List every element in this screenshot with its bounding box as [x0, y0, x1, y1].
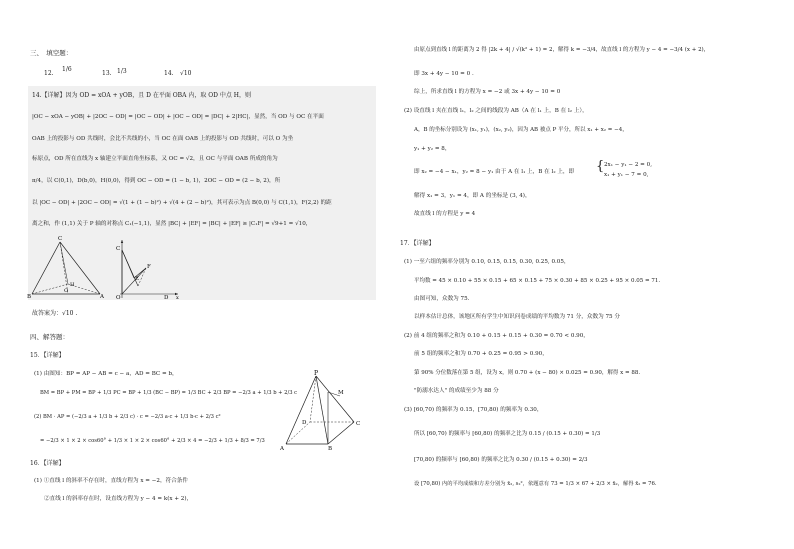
axis-label-f: F [147, 264, 151, 270]
q16-right-line-1: 由原点到直线 l 的距离为 2 得 |2k + 4| / √(k² + 1) = 2，解得 k = −3/4，故直线 l 的方程为 y − 4 = −3/4 (x + 2)， [414, 47, 710, 53]
q14-line-4: 标原点，OD 所在直线为 x 轴建立平面直角坐标系，又 OC = √2，且 OC 与平面 OAB 所成的角为 [32, 156, 278, 162]
q14-line-3: OAB 上的投影与 OD 共线时，会比不共线的小，当 OC 在面 OAB 上的投影与 OD 共线时，可以 O 为坐 [32, 136, 294, 142]
fill-answer-12: 1/6 [62, 66, 72, 73]
fill-answer-13-num: 13. [102, 70, 112, 77]
axis-label-o: O [116, 295, 121, 301]
system-eq-2: x₁ + y₁ − 7 = 0, [604, 172, 649, 178]
q17-line-3: 由图可知，众数为 75. [414, 296, 470, 302]
q16-line-2: ②直线 l 的斜率存在时，设直线方程为 y − 4 = k(x + 2)， [44, 496, 193, 502]
section3-title: 三、 填空题： [30, 50, 73, 57]
tri-label-h: H [70, 282, 75, 288]
q16-right-line-4: (2) 设直线 l 夹在直线 l₁，l₂ 之间的线段为 AB（A 在 l₁ 上，B 在 l₂ 上）， [404, 108, 588, 114]
q14-line-7: 离之和，作 (1,1) 关于 P 轴的对称点 C₁(−1,1)，显然 |BC| + |EF| = |BC| + |EF| ≥ |C₁F| = √9+1 = √10， [32, 221, 312, 227]
q15-line-2: BM = BP + PM = BP + 1/3 PC = BP + 1/3 (BC − BP) = 1/3 BC + 2/3 BP = −2/3 a + 1/3 b + 2/3 c [40, 390, 298, 396]
q14-answer: 故答案为：√10 . [32, 310, 78, 317]
pyr-label-b: B [328, 446, 333, 452]
axis-label-d: D [164, 295, 169, 301]
pyr-label-c: C [356, 421, 361, 427]
q17-line-4: 以样本估计总体，该地区所有学生中知识问卷成绩的平均数为 71 分，众数为 75 分 [414, 314, 620, 320]
tri-label-o: O [64, 288, 69, 294]
q17-line-1: (1) 一至六组的频率分别为 0.10, 0.15, 0.15, 0.30, 0.25, 0.05， [404, 259, 570, 265]
triangle-figure [28, 234, 108, 300]
q17-line-7: 第 90% 分位数落在第 5 组，设为 x，则 0.70 + (x − 80) × 0.025 = 0.90，解得 x = 88. [414, 370, 641, 376]
pyr-label-p: P [314, 370, 319, 377]
system-brace: { [596, 159, 605, 174]
q17-line-12: 设 [70,80) 内的平均成绩和方差分别为 x̄₂, s₂²，依题意有 73 = 1/3 × 67 + 2/3 × x̄₂，解得 x̄₂ = 76. [414, 481, 657, 487]
q16-right-line-6: y₁ + y₂ = 8， [414, 146, 451, 152]
q17-line-2: 平均数 = 45 × 0.10 + 55 × 0.15 + 65 × 0.15 + 75 × 0.30 + 85 × 0.25 + 95 × 0.05 = 71. [414, 278, 661, 284]
q14-line-2: |OC − xOA − yOB| + |2OC − OD| = |OC − OD| + |OC − OD| = |DC| + 2|HC|，显然，当 OD 与 OC 在平面 [32, 114, 324, 120]
q17-line-10: 所以 [60,70) 的频率与 [60,80) 的频率之比为 0.15 / (0.15 + 0.30) = 1/3 [414, 431, 601, 437]
q16-right-line-7: 即 x₂ = −4 − x₁，y₂ = 8 − y₁ 由于 A 在 l₁ 上，B 在 l₂ 上，即 [414, 169, 575, 175]
q16-right-line-2: 即 3x + 4y − 10 = 0 . [414, 71, 474, 77]
fill-answer-14: √10 [180, 70, 192, 77]
q17-line-11: [70,80) 的频率与 [60,80) 的频率之比为 0.30 / (0.15 + 0.30) = 2/3 [414, 457, 588, 463]
pyr-label-a: A [280, 446, 284, 452]
q16-line-1: (1) ①直线 l 的斜率不存在时，直线方程为 x = −2，符合条件 [34, 478, 188, 484]
fill-answer-13: 1/3 [117, 68, 127, 75]
q17-line-5: (2) 前 4 组的频率之和为 0.10 + 0.15 + 0.15 + 0.30 = 0.70 < 0.90， [404, 333, 589, 339]
pyramid-figure [278, 372, 364, 452]
q15-title: 15．【详解】 [30, 352, 65, 359]
q17-line-9: (3) [60,70) 的频率为 0.15，[70,80) 的频率为 0.30， [404, 407, 543, 413]
pyr-label-m: M [338, 390, 344, 396]
tri-label-c: C [58, 236, 63, 242]
q14-line-1: 14.【详解】因为 OD = xOA + yOB，且 D 在平面 OBA 内，取 OD 中点 H，则 [32, 92, 252, 99]
pyr-label-d: D [302, 420, 307, 426]
q17-title: 17．【详解】 [400, 240, 435, 247]
system-eq-1: 2x₁ − y₁ − 2 = 0, [604, 162, 652, 168]
q15-line-4: = −2/3 × 1 × 2 × cos60° + 1/3 × 1 × 2 × cos60° + 2/3 × 4 = −2/3 + 1/3 + 8/3 = 7/3 [40, 438, 265, 444]
axis-label-x: x [176, 295, 179, 301]
q15-line-1: (1) 由图知：BP = AP − AB = c − a，AD = BC = b， [34, 371, 178, 377]
q16-right-line-3: 综上，所求直线 l 的方程为 x = −2 或 3x + 4y − 10 = 0 [414, 89, 561, 95]
fill-answer-12-num: 12. [44, 70, 54, 77]
q16-right-line-9: 故直线 l 的方程是 y = 4 [414, 211, 476, 217]
fill-answer-14-num: 14. [164, 70, 174, 77]
q14-line-6: 以 |OC − OD| + |2OC − OD| = √(1 + (1 − b)²) + √(4 + (2 − b)²)，其可表示为点 B(0,0) 与 C(1,1)，F(2,2) 的距 [32, 200, 332, 206]
q16-right-line-8: 解得 x₁ = 3，y₁ = 4，即 A 的坐标是 (3, 4)， [414, 193, 531, 199]
q17-line-6: 前 5 组的频率之和为 0.70 + 0.25 = 0.95 > 0.90， [414, 351, 548, 357]
q14-line-5: π/4，以 C(0,1)，D(b,0)，H(0,0)，得到 OC − OD = (1 − b, 1)，2OC − OD = (2 − b, 2)，所 [32, 178, 281, 184]
q16-title: 16．【详解】 [30, 460, 65, 467]
tri-label-a: A [100, 294, 104, 300]
axis-label-e: E [135, 276, 140, 282]
section4-title: 四、解答题： [30, 334, 69, 341]
tri-label-b: B [27, 294, 32, 300]
q17-line-8: "防溺水达人" 的成绩至少为 88 分 [414, 388, 499, 394]
axis-label-c: C [116, 246, 121, 252]
q15-line-3: (2) BM · AP = (−2/3 a + 1/3 b + 2/3 c) · c = −2/3 a·c + 1/3 b·c + 2/3 c² [34, 414, 221, 420]
q16-right-line-5: A，B 的坐标分别设为 (x₁, y₁)，(x₂, y₂)，因为 AB 被点 P 平分，所以 x₁ + x₂ = −4， [414, 127, 628, 133]
coordinate-figure [110, 236, 182, 300]
